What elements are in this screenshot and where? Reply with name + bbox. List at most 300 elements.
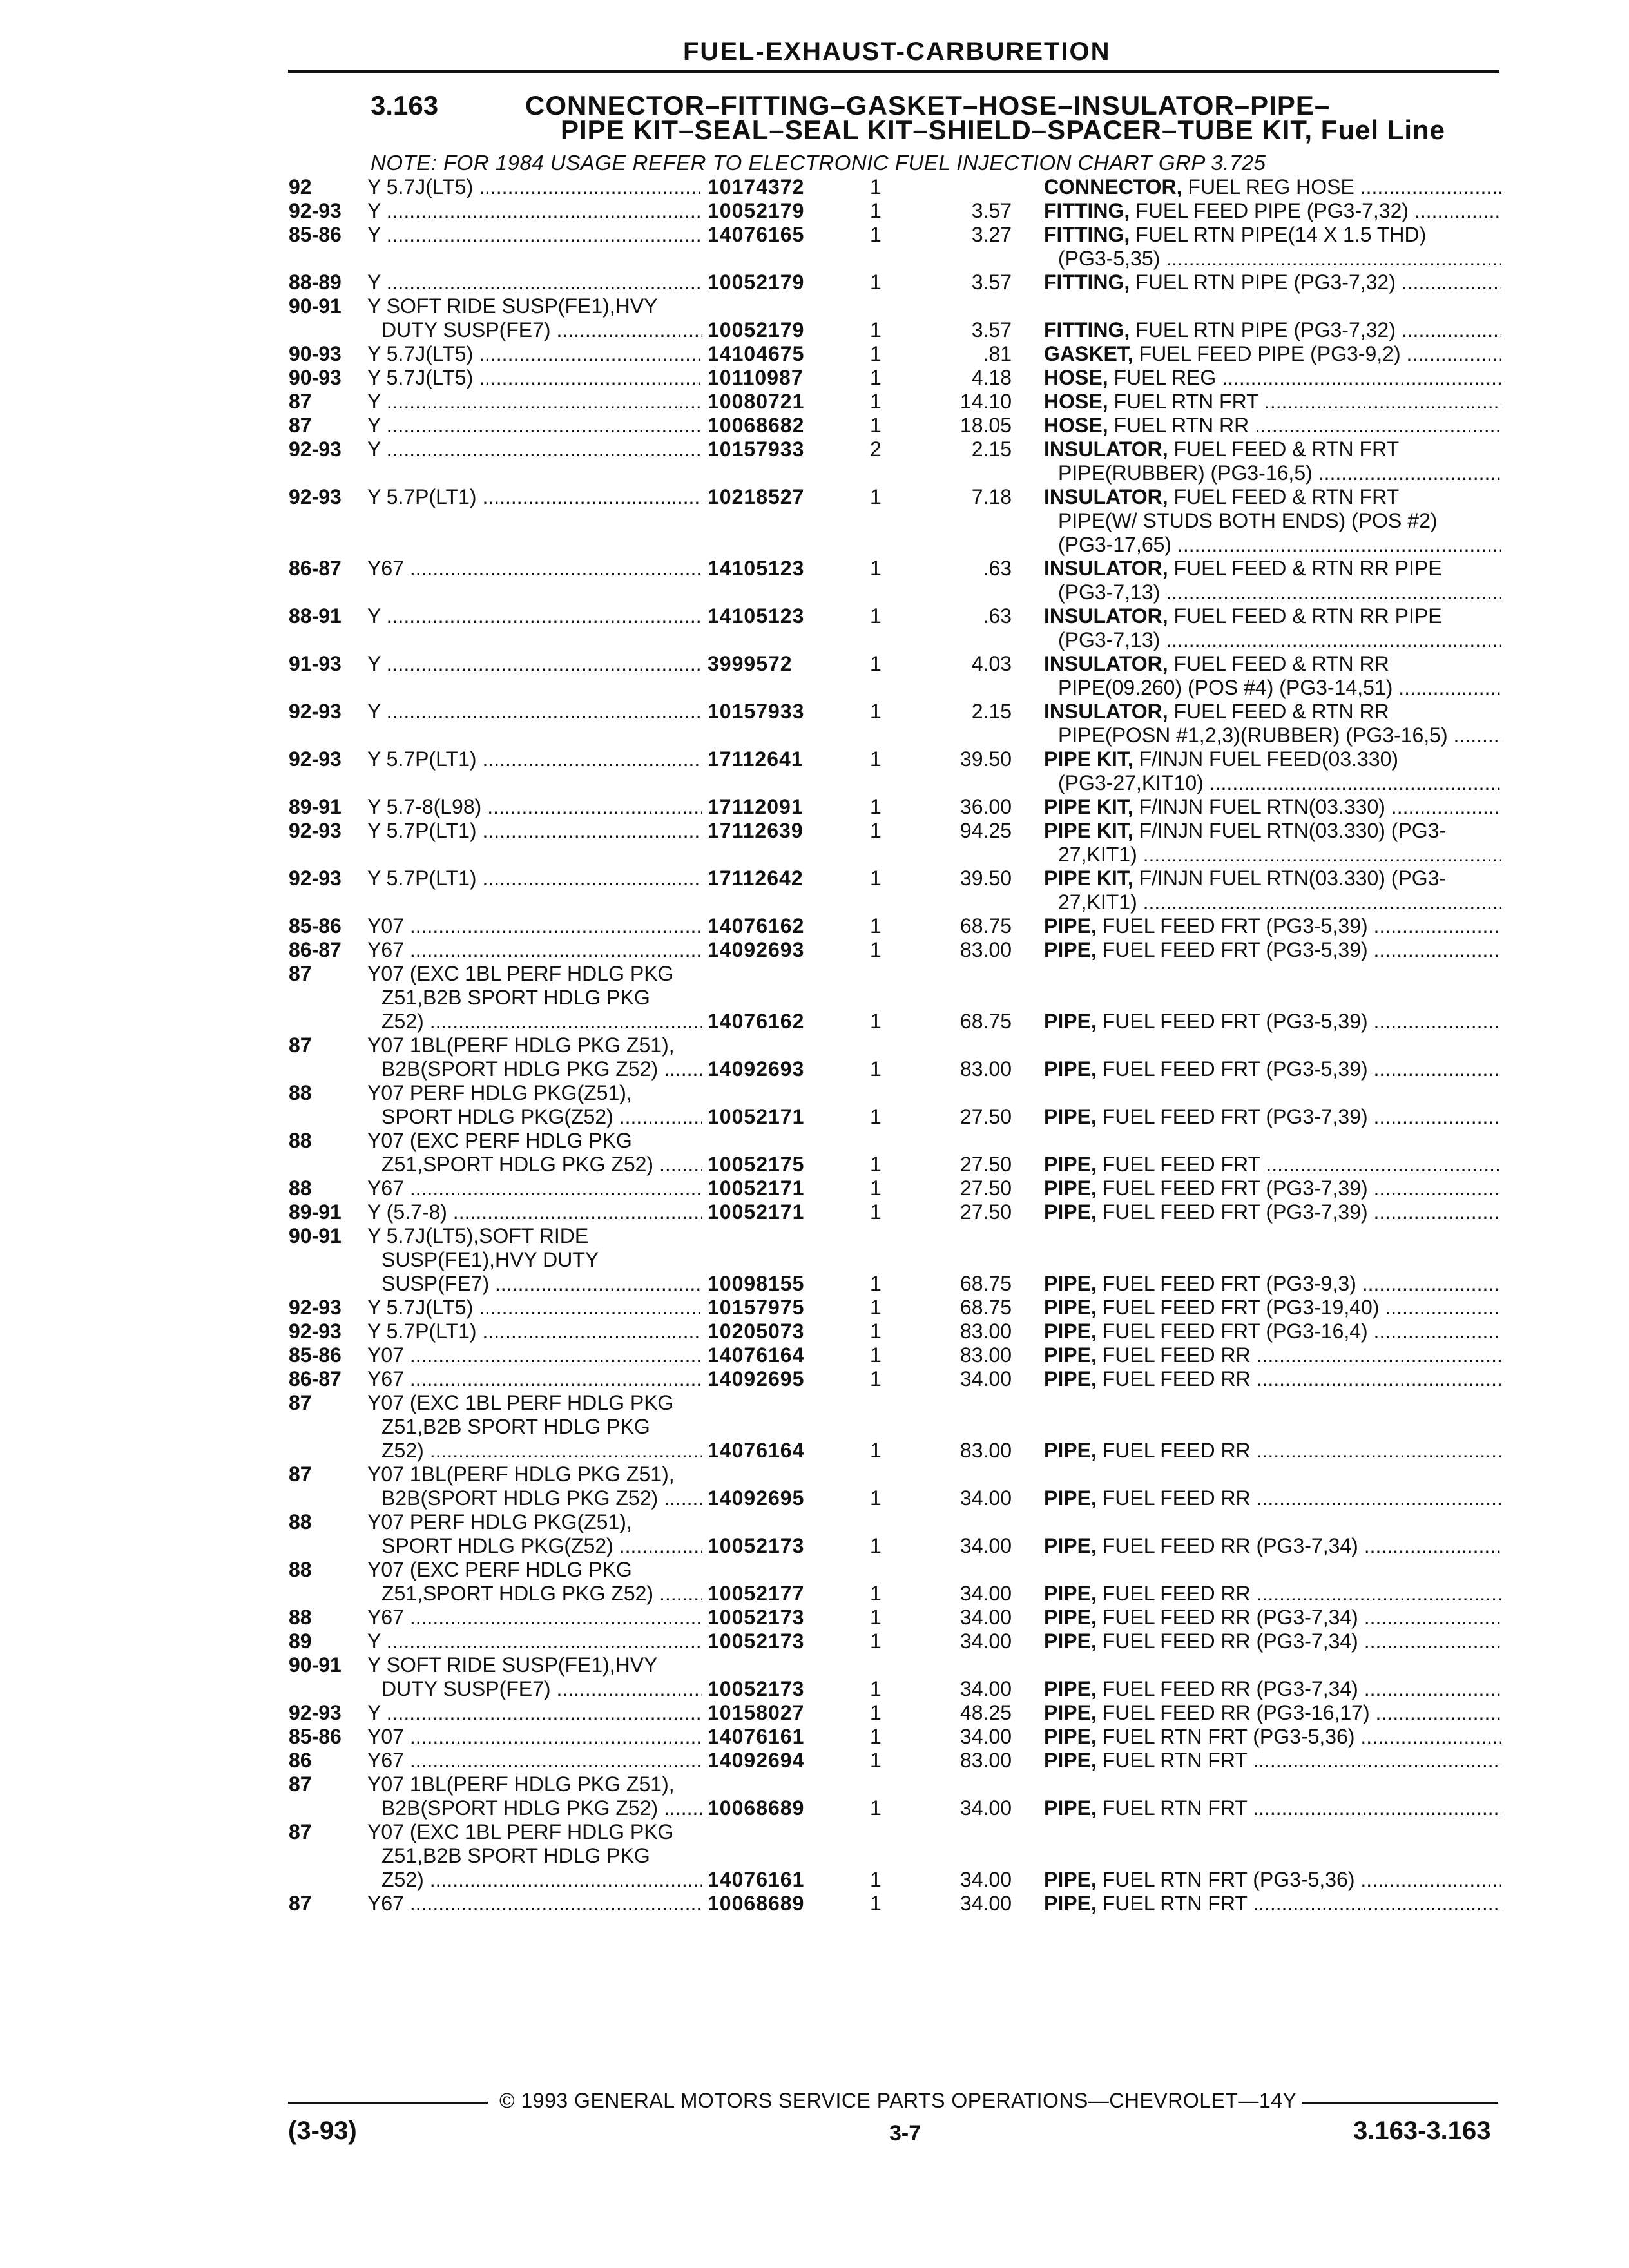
description-line <box>1044 819 1501 843</box>
usage-line: B2B(SPORT HDLG PKG Z52) ..... <box>367 1057 702 1081</box>
usage-line: Z51,B2B SPORT HDLG PKG <box>381 1415 650 1438</box>
description <box>1044 1320 1501 1343</box>
usage <box>367 747 702 771</box>
price: 3.57 <box>971 271 1012 294</box>
table-row <box>0 199 1629 223</box>
table-row <box>0 485 1629 557</box>
description-text: FUEL RTN FRT (PG3-5,36) <box>1102 1725 1355 1748</box>
description <box>1044 1272 1501 1296</box>
usage <box>367 342 702 366</box>
usage-line: B2B(SPORT HDLG PKG Z52) ..... <box>367 1486 702 1510</box>
quantity: 1 <box>870 1010 882 1033</box>
price: 83.00 <box>959 1057 1012 1081</box>
usage <box>367 819 702 843</box>
quantity: 1 <box>870 271 882 294</box>
usage <box>367 795 702 819</box>
model-years: 87 <box>289 1391 312 1414</box>
usage <box>367 652 702 676</box>
usage <box>367 199 702 223</box>
usage-line: Z51,SPORT HDLG PKG Z52) ..... <box>367 1582 702 1606</box>
description <box>1044 819 1501 867</box>
table-row <box>0 1629 1629 1653</box>
description-text: F/INJN FUEL RTN(03.330) (PG3- <box>1139 819 1447 842</box>
table-row <box>0 1391 1629 1463</box>
description-line <box>1044 1629 1501 1653</box>
usage-line: Z52) ..... <box>367 1868 702 1892</box>
description-line <box>1044 1010 1501 1033</box>
part-number: 14105123 <box>708 604 805 628</box>
description-line <box>1044 1892 1501 1916</box>
usage-line: Y ..... <box>367 271 702 294</box>
quantity: 1 <box>870 1796 882 1820</box>
price: 27.50 <box>959 1200 1012 1224</box>
usage <box>367 1129 702 1177</box>
table-row <box>0 1296 1629 1320</box>
model-years: 87 <box>289 414 312 437</box>
quantity: 1 <box>870 747 882 771</box>
description-text: FUEL FEED & RTN RR PIPE <box>1173 604 1442 628</box>
part-name-keyword: PIPE, <box>1044 1153 1097 1176</box>
description-line <box>1044 271 1501 294</box>
part-name-keyword: PIPE, <box>1044 1606 1097 1629</box>
footer-rule-right <box>1302 2102 1498 2104</box>
model-years: 92-93 <box>289 1296 342 1319</box>
part-name-keyword: PIPE KIT, <box>1044 795 1133 818</box>
table-row <box>0 437 1629 485</box>
usage <box>367 1725 702 1749</box>
model-years: 92 <box>289 175 312 198</box>
price: 34.00 <box>959 1725 1012 1748</box>
part-number: 10052171 <box>708 1177 805 1200</box>
model-years: 90-91 <box>289 1653 342 1677</box>
description-line <box>1044 676 1501 700</box>
footer-rule-left <box>288 2102 488 2104</box>
model-years: 88 <box>289 1558 312 1581</box>
description <box>1044 1701 1501 1725</box>
part-number: 14076164 <box>708 1343 805 1367</box>
quantity: 1 <box>870 1892 882 1915</box>
quantity: 1 <box>870 914 882 937</box>
price: 68.75 <box>959 1272 1012 1295</box>
table-row <box>0 747 1629 795</box>
usage <box>367 175 702 199</box>
price: 36.00 <box>959 795 1012 818</box>
part-name-keyword: PIPE, <box>1044 1010 1097 1033</box>
description-text: PIPE(W/ STUDS BOTH ENDS) (POS #2) <box>1058 509 1438 532</box>
usage <box>367 1391 702 1463</box>
price: 39.50 <box>959 867 1012 890</box>
usage-line: Y07 1BL(PERF HDLG PKG Z51), <box>367 1463 675 1486</box>
part-name-keyword: PIPE, <box>1044 1534 1097 1557</box>
description <box>1044 700 1501 747</box>
description <box>1044 271 1501 294</box>
description-text: FUEL RTN PIPE(14 X 1.5 THD) <box>1135 223 1427 246</box>
usage-line: SUSP(FE1),HVY DUTY <box>381 1248 599 1271</box>
model-years: 88 <box>289 1606 312 1629</box>
usage-line: Y67 ..... <box>367 557 702 581</box>
description-line <box>1044 1582 1501 1606</box>
table-row <box>0 271 1629 294</box>
usage-line: Y67 ..... <box>367 938 702 962</box>
description <box>1044 390 1501 414</box>
price: 3.57 <box>971 318 1012 341</box>
usage-line: Y SOFT RIDE SUSP(FE1),HVY <box>367 1653 658 1677</box>
table-row <box>0 366 1629 390</box>
usage-line: Y ..... <box>367 390 702 414</box>
table-row <box>0 819 1629 867</box>
usage <box>367 1200 702 1224</box>
usage-line: Y SOFT RIDE SUSP(FE1),HVY <box>367 294 658 318</box>
part-name-keyword: HOSE, <box>1044 390 1108 413</box>
part-name-keyword: PIPE, <box>1044 1367 1097 1390</box>
description-line <box>1044 1677 1501 1701</box>
part-name-keyword: PIPE, <box>1044 1749 1097 1772</box>
usage-line: Y 5.7J(LT5) ..... <box>367 175 702 199</box>
description <box>1044 342 1501 366</box>
description <box>1044 1105 1501 1129</box>
description-text: PIPE(RUBBER) (PG3-16,5) <box>1058 461 1313 485</box>
usage <box>367 962 702 1033</box>
model-years: 88-91 <box>289 604 342 628</box>
part-name-keyword: PIPE, <box>1044 1320 1097 1343</box>
description-text: F/INJN FUEL RTN(03.330) <box>1139 795 1385 818</box>
description-text: (PG3-7,13) <box>1058 581 1161 604</box>
description <box>1044 1606 1501 1629</box>
model-years: 87 <box>289 390 312 413</box>
quantity: 1 <box>870 1677 882 1700</box>
description-text: FUEL RTN FRT <box>1102 1796 1248 1820</box>
description-text: FUEL FEED RR <box>1102 1367 1251 1390</box>
table-row <box>0 1463 1629 1510</box>
description-text: FUEL FEED FRT (PG3-5,39) <box>1102 914 1368 937</box>
model-years: 92-93 <box>289 485 342 508</box>
footer-page-number: 3-7 <box>889 2121 921 2146</box>
description-text: FUEL FEED FRT <box>1102 1153 1260 1176</box>
description-line <box>1044 1296 1501 1320</box>
usage-line: SPORT HDLG PKG(Z52) ..... <box>367 1105 702 1129</box>
table-row <box>0 175 1629 199</box>
description <box>1044 652 1501 700</box>
description <box>1044 604 1501 652</box>
price: 27.50 <box>959 1105 1012 1128</box>
description-line <box>1044 1868 1501 1892</box>
price: 2.15 <box>971 700 1012 723</box>
table-row <box>0 1725 1629 1749</box>
part-number: 14076165 <box>708 223 805 246</box>
table-row <box>0 938 1629 962</box>
quantity: 1 <box>870 1105 882 1128</box>
description <box>1044 1582 1501 1606</box>
model-years: 89-91 <box>289 795 342 818</box>
usage <box>367 1558 702 1606</box>
table-row <box>0 604 1629 652</box>
quantity: 1 <box>870 867 882 890</box>
group-title-line-2: PIPE KIT–SEAL–SEAL KIT–SHIELD–SPACER–TUBE KIT, Fuel Line <box>561 115 1446 145</box>
description-line <box>1044 604 1501 628</box>
description <box>1044 318 1501 342</box>
part-name-keyword: PIPE KIT, <box>1044 747 1133 771</box>
price: 68.75 <box>959 914 1012 937</box>
quantity: 1 <box>870 1296 882 1319</box>
price: 83.00 <box>959 938 1012 961</box>
description <box>1044 867 1501 914</box>
description-line <box>1044 1343 1501 1367</box>
usage-line: Y07 PERF HDLG PKG(Z51), <box>367 1081 632 1104</box>
model-years: 92-93 <box>289 1320 342 1343</box>
part-number: 10158027 <box>708 1701 805 1724</box>
description-line <box>1044 533 1501 557</box>
part-name-keyword: PIPE, <box>1044 938 1097 961</box>
description-line <box>1044 1534 1501 1558</box>
description <box>1044 1677 1501 1701</box>
description-text: FUEL FEED RR <box>1102 1582 1251 1605</box>
description <box>1044 1057 1501 1081</box>
model-years: 92-93 <box>289 867 342 890</box>
usage <box>367 294 702 342</box>
description-text: (PG3-27,KIT10) <box>1058 771 1204 794</box>
parts-table <box>0 175 1629 1916</box>
quantity: 1 <box>870 414 882 437</box>
price: 83.00 <box>959 1439 1012 1462</box>
quantity: 1 <box>870 1629 882 1653</box>
description-line <box>1044 700 1501 724</box>
description-line <box>1044 747 1501 771</box>
price: 48.25 <box>959 1701 1012 1724</box>
quantity: 1 <box>870 223 882 246</box>
description-line <box>1044 581 1501 604</box>
part-number: 14092694 <box>708 1749 805 1772</box>
model-years: 92-93 <box>289 747 342 771</box>
table-row <box>0 700 1629 747</box>
description-text: FUEL REG HOSE <box>1188 175 1354 198</box>
description <box>1044 1796 1501 1820</box>
part-number: 14076162 <box>708 1010 805 1033</box>
description <box>1044 1749 1501 1773</box>
price: 4.18 <box>971 366 1012 389</box>
description <box>1044 175 1501 199</box>
part-number: 17112091 <box>708 795 804 818</box>
description-text: FUEL FEED & RTN RR PIPE <box>1173 557 1442 580</box>
quantity: 2 <box>870 437 882 461</box>
usage-line: Z51,B2B SPORT HDLG PKG <box>381 1844 650 1867</box>
price: 14.10 <box>959 390 1012 413</box>
price: 2.15 <box>971 437 1012 461</box>
part-name-keyword: PIPE, <box>1044 1486 1097 1510</box>
description <box>1044 1725 1501 1749</box>
part-number: 14076164 <box>708 1439 805 1462</box>
description <box>1044 199 1501 223</box>
usage-line: Y ..... <box>367 414 702 437</box>
part-name-keyword: PIPE, <box>1044 914 1097 937</box>
description-text: FUEL FEED FRT (PG3-7,39) <box>1102 1200 1368 1224</box>
price: 3.27 <box>971 223 1012 246</box>
usage <box>367 1033 702 1081</box>
table-row <box>0 557 1629 604</box>
usage <box>367 223 702 247</box>
part-name-keyword: GASKET, <box>1044 342 1133 365</box>
part-number: 10157933 <box>708 700 805 723</box>
usage <box>367 437 702 461</box>
description-line <box>1044 509 1501 533</box>
part-number: 14076162 <box>708 914 805 937</box>
part-number: 10052173 <box>708 1629 805 1653</box>
usage-line: DUTY SUSP(FE7) ..... <box>367 318 702 342</box>
price: 34.00 <box>959 1367 1012 1390</box>
quantity: 1 <box>870 1367 882 1390</box>
price: 34.00 <box>959 1534 1012 1557</box>
description-text: PIPE(09.260) (POS #4) (PG3-14,51) <box>1058 676 1393 699</box>
usage <box>367 414 702 437</box>
description-line <box>1044 628 1501 652</box>
description-text: FUEL RTN PIPE (PG3-7,32) <box>1135 318 1396 341</box>
part-number: 10080721 <box>708 390 805 413</box>
table-row <box>0 1343 1629 1367</box>
part-name-keyword: INSULATOR, <box>1044 557 1168 580</box>
description-line <box>1044 867 1501 890</box>
quantity: 1 <box>870 1701 882 1724</box>
description-line <box>1044 1177 1501 1200</box>
description-text: FUEL FEED FRT (PG3-7,39) <box>1102 1105 1368 1128</box>
description <box>1044 914 1501 938</box>
quantity: 1 <box>870 1582 882 1605</box>
usage <box>367 1701 702 1725</box>
part-name-keyword: PIPE, <box>1044 1200 1097 1224</box>
description <box>1044 1629 1501 1653</box>
model-years: 90-93 <box>289 342 342 365</box>
part-number: 17112639 <box>708 819 804 842</box>
part-name-keyword: PIPE, <box>1044 1439 1097 1462</box>
usage <box>367 366 702 390</box>
part-number: 10157933 <box>708 437 805 461</box>
description-text: FUEL FEED FRT (PG3-5,39) <box>1102 938 1368 961</box>
part-name-keyword: PIPE, <box>1044 1296 1097 1319</box>
section-heading: FUEL-EXHAUST-CARBURETION <box>683 37 1111 66</box>
description-line <box>1044 1320 1501 1343</box>
price: 34.00 <box>959 1629 1012 1653</box>
usage <box>367 1296 702 1320</box>
usage-line: Z52) ..... <box>367 1010 702 1033</box>
description <box>1044 485 1501 557</box>
model-years: 86 <box>289 1749 312 1772</box>
model-years: 92-93 <box>289 437 342 461</box>
description <box>1044 557 1501 604</box>
description-text: FUEL FEED FRT (PG3-16,4) <box>1102 1320 1368 1343</box>
model-years: 92-93 <box>289 819 342 842</box>
table-row <box>0 1749 1629 1773</box>
part-number: 10098155 <box>708 1272 805 1295</box>
usage-line: Y 5.7P(LT1) ..... <box>367 747 702 771</box>
usage <box>367 938 702 962</box>
usage-line: Y07 ..... <box>367 914 702 938</box>
usage-line: Y07 (EXC PERF HDLG PKG <box>367 1558 632 1581</box>
part-name-keyword: PIPE, <box>1044 1177 1097 1200</box>
usage-line: Y ..... <box>367 1701 702 1725</box>
description-text: 27,KIT1) <box>1058 890 1137 914</box>
description-text: (PG3-5,35) <box>1058 247 1161 270</box>
usage-line: Y07 ..... <box>367 1343 702 1367</box>
description-line <box>1044 724 1501 747</box>
description-text: (PG3-17,65) <box>1058 533 1172 556</box>
model-years: 88 <box>289 1177 312 1200</box>
description-line <box>1044 1057 1501 1081</box>
usage-line: Y07 (EXC PERF HDLG PKG <box>367 1129 632 1152</box>
description-text: PIPE(POSN #1,2,3)(RUBBER) (PG3-16,5) <box>1058 724 1448 747</box>
usage <box>367 1653 702 1701</box>
usage-line: SUSP(FE7) ..... <box>367 1272 702 1296</box>
description <box>1044 1200 1501 1224</box>
part-number: 14092693 <box>708 1057 805 1081</box>
description <box>1044 1367 1501 1391</box>
model-years: 92-93 <box>289 199 342 222</box>
usage <box>367 1463 702 1510</box>
part-name-keyword: FITTING, <box>1044 199 1130 222</box>
usage <box>367 1749 702 1773</box>
model-years: 89-91 <box>289 1200 342 1224</box>
model-years: 87 <box>289 1820 312 1843</box>
part-number: 10157975 <box>708 1296 805 1319</box>
usage-line: Y 5.7-8(L98) ..... <box>367 795 702 819</box>
part-name-keyword: INSULATOR, <box>1044 437 1168 461</box>
usage <box>367 1510 702 1558</box>
description-text: FUEL FEED FRT (PG3-7,39) <box>1102 1177 1368 1200</box>
price: .63 <box>983 604 1012 628</box>
price: 4.03 <box>971 652 1012 675</box>
usage-line: Y 5.7P(LT1) ..... <box>367 819 702 843</box>
model-years: 92-93 <box>289 1701 342 1724</box>
usage-line: Y 5.7J(LT5) ..... <box>367 1296 702 1320</box>
description-line <box>1044 223 1501 247</box>
footer-date: (3-93) <box>288 2117 357 2145</box>
quantity: 1 <box>870 1177 882 1200</box>
model-years: 88 <box>289 1081 312 1104</box>
description-line <box>1044 1725 1501 1749</box>
usage-line: Y07 1BL(PERF HDLG PKG Z51), <box>367 1773 675 1796</box>
quantity: 1 <box>870 1057 882 1081</box>
usage-line: Y67 ..... <box>367 1606 702 1629</box>
description-text: FUEL FEED RR <box>1102 1486 1251 1510</box>
part-name-keyword: FITTING, <box>1044 271 1130 294</box>
price: 94.25 <box>959 819 1012 842</box>
model-years: 85-86 <box>289 1343 342 1367</box>
usage <box>367 1343 702 1367</box>
table-row <box>0 294 1629 342</box>
part-number: 10052179 <box>708 271 805 294</box>
table-row <box>0 1367 1629 1391</box>
part-name-keyword: CONNECTOR, <box>1044 175 1182 198</box>
part-name-keyword: PIPE, <box>1044 1582 1097 1605</box>
part-number: 17112642 <box>708 867 804 890</box>
part-number: 14092693 <box>708 938 805 961</box>
description-line <box>1044 1439 1501 1463</box>
usage <box>367 1224 702 1296</box>
model-years: 86-87 <box>289 938 342 961</box>
description-line <box>1044 390 1501 414</box>
part-number: 10110987 <box>708 366 804 389</box>
usage-line: Y ..... <box>367 199 702 223</box>
model-years: 86-87 <box>289 557 342 580</box>
part-name-keyword: PIPE, <box>1044 1725 1097 1748</box>
table-row <box>0 1081 1629 1129</box>
description-text: FUEL FEED FRT (PG3-5,39) <box>1102 1010 1368 1033</box>
part-name-keyword: PIPE, <box>1044 1105 1097 1128</box>
group-number: 3.163 <box>371 90 439 120</box>
table-row <box>0 1773 1629 1820</box>
usage-line: Y07 (EXC 1BL PERF HDLG PKG <box>367 1391 674 1414</box>
description-text: FUEL RTN FRT (PG3-5,36) <box>1102 1868 1355 1891</box>
usage-line: B2B(SPORT HDLG PKG Z52) ..... <box>367 1796 702 1820</box>
table-row <box>0 1129 1629 1177</box>
part-number: 10052179 <box>708 199 805 222</box>
